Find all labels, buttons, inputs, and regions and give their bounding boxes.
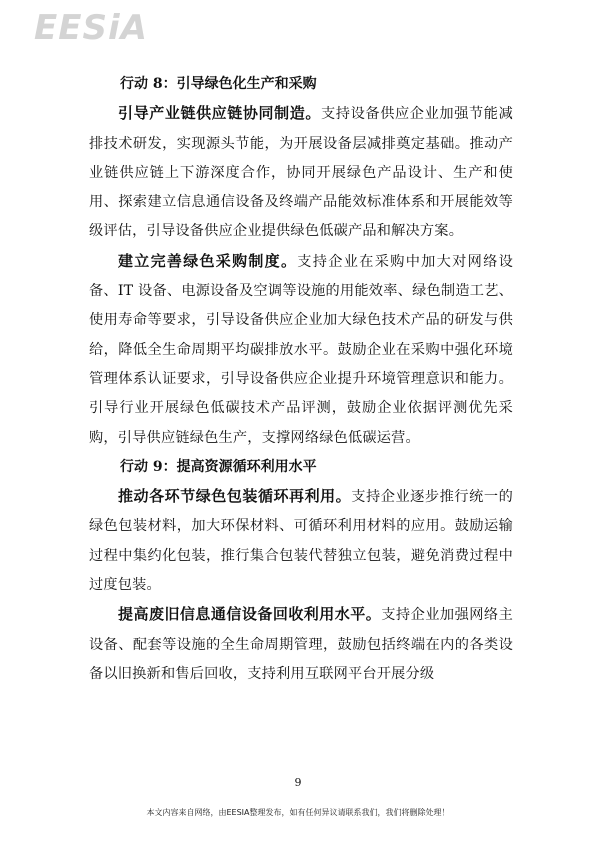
- page-number: 9: [294, 776, 302, 789]
- document-body: [89, 70, 513, 689]
- paragraph-lead: 推动各环节绿色包装循环再利用。: [118, 487, 352, 506]
- paragraph-lead: 建立完善绿色采购制度。: [118, 251, 298, 270]
- paragraph-supply-chain: [89, 99, 513, 246]
- paragraph-lead: 引导产业链供应链协同制造。: [118, 104, 321, 123]
- paragraph-lead: 提高废旧信息通信设备回收利用水平。: [118, 605, 382, 624]
- paragraph-text: 支持设备供应企业加强节能减排技术研发，实现源头节能，为开展设备层减排奠定基础。推动产业链供应链上下游深度合作，协同开展绿色产品设计、生产和使用、探索建立信息通信设备及终端产品能效标准体系和开展能效等级评估，引导设备供应企业提供绿色低碳产品和解决方案。: [89, 106, 513, 240]
- footer-disclaimer: 本文内容来自网络，由EESIA整理发布，如有任何异议请联系我们，我们将删除处理！: [146, 808, 450, 817]
- paragraph-text: 支持企业在采购中加大对网络设备、IT 设备、电源设备及空调等设施的用能效率、绿色制造工艺、使用寿命等要求，引导设备供应企业加大绿色技术产品的研发与供给，降低全生命周期平均碳排放水平。鼓励企业在采购中强化环境管理体系认证要求，引导设备供应企业提升环境管理意识和能力。引导行业开展绿色低碳技术产品评测，鼓励企业依据评测优先采购，引导供应链绿色生产，支撑网络绿色低碳运营。: [89, 253, 514, 446]
- section-heading-action-8: 行动 8：引导绿色化生产和采购: [120, 76, 317, 92]
- paragraph-green-packaging: [89, 482, 513, 600]
- paragraph-text: 支持企业逐步推行统一的绿色包装材料，加大环保材料、可循环利用材料的应用。鼓励运输过程中集约化包装，推行集合包装代替独立包装，避免消费过程中过度包装。: [89, 489, 513, 594]
- paragraph-green-procurement: [89, 247, 513, 453]
- paragraph-text: 支持企业加强网络主设备、配套等设施的全生命周期管理，鼓励包括终端在内的各类设备以旧换新和售后回收，支持利用互联网平台开展分级: [89, 607, 513, 682]
- paragraph-device-recycling: [89, 600, 513, 689]
- section-heading-action-9: 行动 9：提高资源循环利用水平: [120, 458, 317, 475]
- eesia-logo: EESiA: [34, 8, 148, 48]
